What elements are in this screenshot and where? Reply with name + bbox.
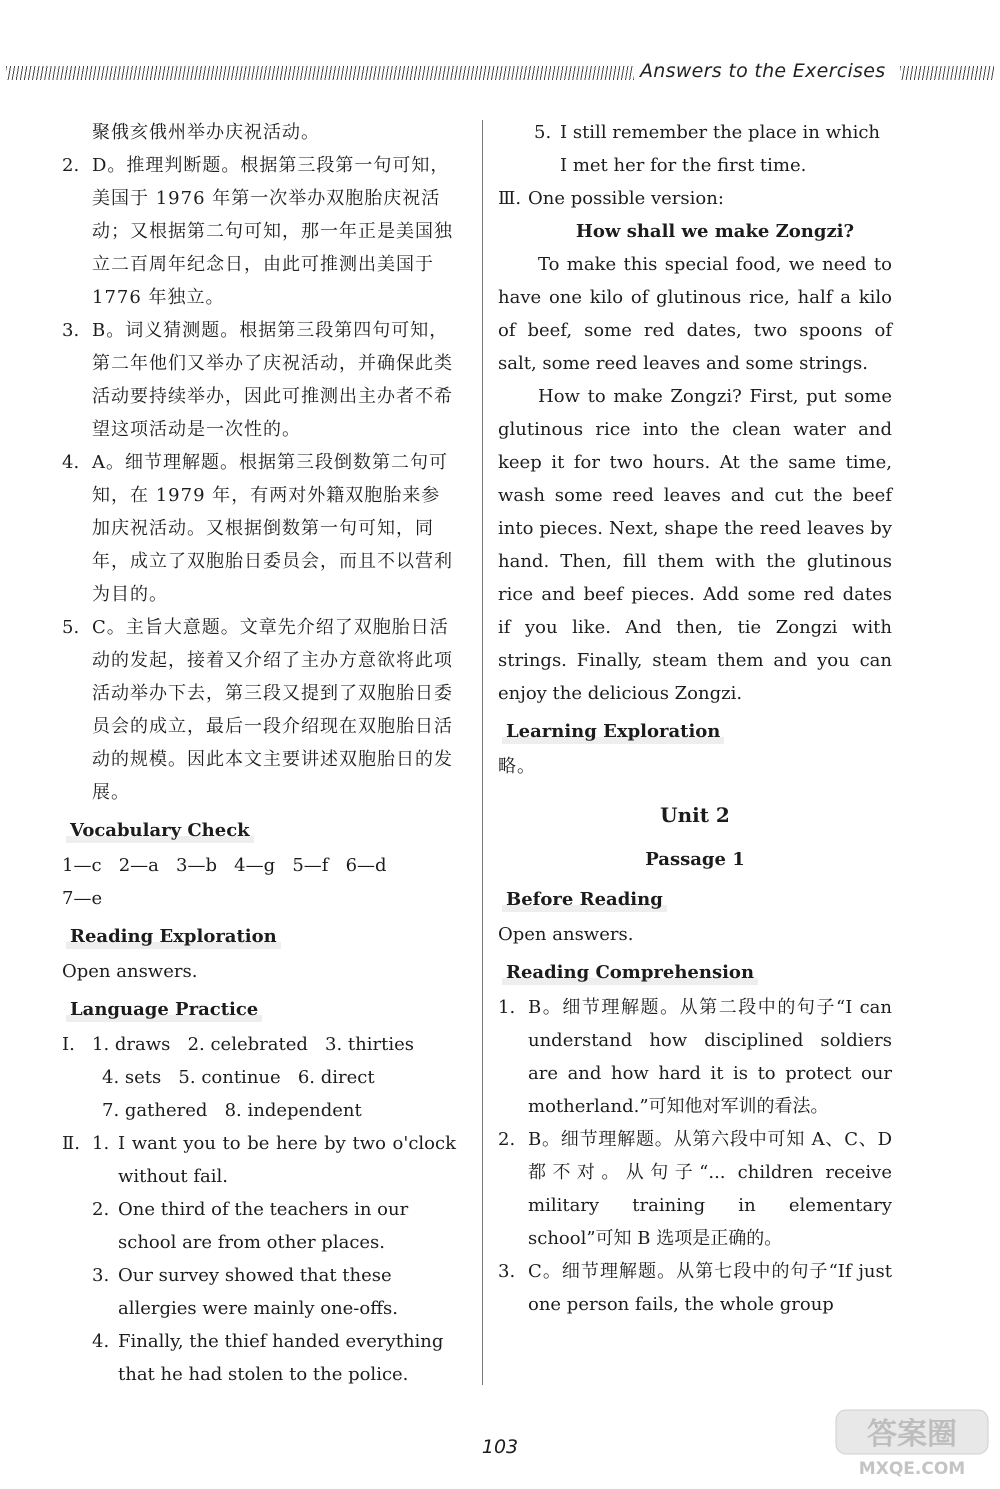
writing-part3	[498, 182, 892, 215]
essay-paragraph-1: To make this special food, we need to have one kilo of glutinous rice, half a kilo of beef, some red dates, two spoons of salt, some reed leaves and some strings.	[498, 254, 892, 374]
answer-text: C。细节理解题。从第七段中的句子“If just one person fails, the whole group	[528, 1261, 892, 1315]
page-number: 103	[481, 1436, 519, 1458]
essay-title: How shall we make Zongzi?	[575, 221, 855, 242]
item-number: 3.	[92, 1265, 110, 1286]
learning-exploration-text: 略。	[498, 756, 536, 777]
answer-number: 1.	[498, 997, 516, 1018]
header-rule-right	[900, 66, 994, 80]
answer-number: 3.	[498, 1261, 516, 1282]
answer-number: 2.	[498, 1129, 516, 1150]
comprehension-item-2	[498, 1123, 892, 1255]
comprehension-item-3	[498, 1255, 892, 1321]
answer-number: 2.	[62, 155, 80, 176]
continued-text: 聚俄亥俄州举办庆祝活动。	[92, 122, 320, 143]
comprehension-item-1	[498, 991, 892, 1123]
translation-item	[92, 1193, 456, 1259]
vocab-answers-line1: 1—c 2—a 3—b 4—g 5—f 6—d	[62, 855, 387, 876]
item-number: 4.	[92, 1331, 110, 1352]
answer-item-3	[62, 314, 456, 446]
translation-item	[92, 1259, 456, 1325]
answer-item-5	[62, 611, 456, 809]
vocab-answers-line2: 7—e	[62, 888, 103, 909]
item-text: One third of the teachers in our school are from other places.	[118, 1199, 409, 1253]
answer-number: 4.	[62, 452, 80, 473]
header-rule-left	[6, 66, 634, 80]
translation-item-5	[498, 116, 892, 182]
roman-numeral: Ⅲ.	[498, 188, 522, 209]
running-header: Answers to the Exercises	[640, 60, 886, 82]
answer-number: 5.	[62, 617, 80, 638]
reading-exploration-text: Open answers.	[62, 961, 198, 982]
item-text: Our survey showed that these allergies were mainly one-offs.	[118, 1265, 398, 1319]
watermark-url: MXQE.COM	[858, 1459, 966, 1479]
column-divider	[482, 120, 483, 1385]
answer-text: C。主旨大意题。文章先介绍了双胞胎日活动的发起，接着又介绍了主办方意欲将此项活动举办下去，第三段又提到了双胞胎日委员会的成立，最后一段介绍现在双胞胎日活动的规模。因此本文主要讲述双胞胎日的发展。	[92, 617, 453, 803]
section-heading-vocabulary: Vocabulary Check	[66, 819, 254, 843]
answer-text: D。推理判断题。根据第三段第一句可知，美国于 1976 年第一次举办双胞胎庆祝活动；又根据第二句可知，那一年正是美国独立二百周年纪念日，由此可推测出美国于 1776 年独立。	[92, 155, 453, 308]
roman-numeral: Ⅱ.	[62, 1133, 80, 1154]
right-column	[498, 116, 892, 1321]
item-text: I still remember the place in which I met her for the first time.	[560, 122, 881, 176]
translation-item	[92, 1127, 456, 1193]
language-practice-part1	[62, 1028, 456, 1127]
language-practice-part2	[62, 1127, 456, 1391]
before-reading-text: Open answers.	[498, 924, 634, 945]
translation-item	[92, 1325, 456, 1391]
answer-text: B。词义猜测题。根据第三段第四句可知，第二年他们又举办了庆祝活动，并确保此类活动要持续举办，因此可推测出主办者不希望这项活动是一次性的。	[92, 320, 453, 440]
item-number: 2.	[92, 1199, 110, 1220]
answer-number: 3.	[62, 320, 80, 341]
section-heading-reading-exploration: Reading Exploration	[66, 925, 281, 949]
section-heading-learning-exploration: Learning Exploration	[502, 720, 724, 744]
unit-title: Unit 2	[660, 803, 730, 827]
roman-numeral: Ⅰ.	[62, 1034, 75, 1055]
passage-title: Passage 1	[645, 849, 745, 870]
section-heading-reading-comprehension: Reading Comprehension	[502, 961, 758, 985]
section-heading-language-practice: Language Practice	[66, 998, 262, 1022]
writing-label: One possible version:	[528, 188, 724, 209]
lp1-line: 7. gathered 8. independent	[102, 1100, 362, 1121]
answer-item-4	[62, 446, 456, 611]
item-number: 1.	[92, 1133, 110, 1154]
section-heading-before-reading: Before Reading	[502, 888, 667, 912]
lp1-line: 4. sets 5. continue 6. direct	[102, 1067, 375, 1088]
left-column	[62, 116, 456, 1391]
watermark-logo	[832, 1404, 992, 1480]
answer-text: B。细节理解题。从第二段中的句子“I can understand how disciplined soldiers are and how hard it is to protect our motherland.”可知他对军训的看法。	[528, 997, 892, 1117]
item-text: Finally, the thief handed everything that he had stolen to the police.	[118, 1331, 444, 1385]
item-text: I want you to be here by two o'clock without fail.	[118, 1133, 456, 1187]
answer-text: B。细节理解题。从第六段中可知 A、C、D 都不对。从句子“... children receive military training in elementary school”可知 B 选项是正确的。	[528, 1129, 892, 1249]
essay-paragraph-2: How to make Zongzi? First, put some glutinous rice into the clean water and keep it for two hours. At the same time, wash some reed leaves and cut the beef into pieces. Next, shape the reed leaves by hand. Then, fill them with the glutinous rice and beef pieces. Add some red dates if you like. And then, tie Zongzi with strings. Finally, steam them and you can enjoy the delicious Zongzi.	[498, 386, 892, 704]
watermark-logo-text: 答案圈	[867, 1417, 957, 1452]
lp1-line: 1. draws 2. celebrated 3. thirties	[92, 1034, 414, 1055]
answer-text: A。细节理解题。根据第三段倒数第二句可知，在 1979 年，有两对外籍双胞胎来参加庆祝活动。又根据倒数第一句可知，同年，成立了双胞胎日委员会，而且不以营利为目的。	[92, 452, 453, 605]
answer-item-2	[62, 149, 456, 314]
item-number: 5.	[534, 122, 552, 143]
